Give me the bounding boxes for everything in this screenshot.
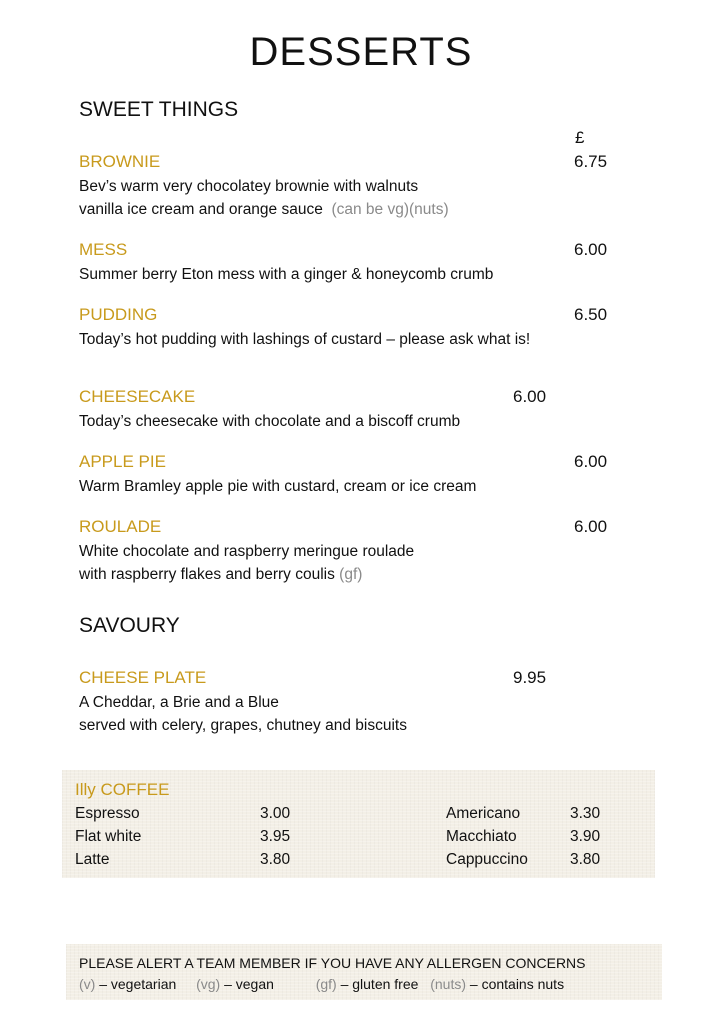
coffee-item-name: Americano (446, 805, 521, 822)
menu-item-name: ROULADE (79, 517, 162, 536)
allergen-label: – gluten free (340, 976, 419, 992)
menu-item-price: 6.75 (574, 152, 608, 171)
menu-item-name: PUDDING (79, 305, 158, 324)
description-line: Summer berry Eton mess with a ginger & honeycomb crumb (79, 266, 494, 283)
allergen-alert: PLEASE ALERT A TEAM MEMBER IF YOU HAVE ANY ALLERGEN CONCERNS (79, 955, 586, 971)
menu-item-price: 6.00 (574, 240, 608, 259)
description-line: served with celery, grapes, chutney and biscuits (79, 717, 407, 734)
dietary-note: (gf) (339, 566, 363, 583)
menu-item-name: CHEESECAKE (79, 387, 196, 406)
dietary-note: (can be vg)(nuts) (331, 201, 449, 218)
menu-item-description (79, 691, 407, 737)
section-heading-savoury: SAVOURY (79, 614, 180, 637)
menu-item-description (79, 328, 530, 351)
menu-item-description (79, 263, 493, 286)
menu-item-price: 6.00 (513, 387, 547, 406)
menu-item-description (79, 475, 476, 498)
allergen-code: (nuts) (430, 976, 466, 992)
allergen-label: – vegan (224, 976, 274, 992)
menu-item-name: APPLE PIE (79, 452, 166, 471)
menu-item-description (79, 540, 414, 586)
coffee-item-price: 3.80 (260, 851, 291, 868)
menu-item-name: MESS (79, 240, 128, 259)
description-line: White chocolate and raspberry meringue roulade (79, 543, 415, 560)
coffee-item-name: Latte (75, 851, 110, 868)
allergen-label: – contains nuts (469, 976, 565, 992)
coffee-item-name: Cappuccino (446, 851, 528, 868)
coffee-item-price: 3.95 (260, 828, 291, 845)
coffee-item-price: 3.30 (570, 805, 601, 822)
allergen-code: (gf) (315, 976, 337, 992)
coffee-item-name: Flat white (75, 828, 142, 845)
description-line: Warm Bramley apple pie with custard, cream or ice cream (79, 478, 477, 495)
coffee-panel (62, 770, 655, 878)
coffee-item-price: 3.00 (260, 805, 291, 822)
menu-item-name: CHEESE PLATE (79, 668, 207, 687)
menu-item-name: BROWNIE (79, 152, 161, 171)
allergen-code: (v) (79, 976, 96, 992)
description-line: A Cheddar, a Brie and a Blue (79, 694, 279, 711)
coffee-item-name: Espresso (75, 805, 140, 822)
description-text: vanilla ice cream and orange sauce (79, 201, 323, 218)
coffee-title: Illy COFFEE (75, 780, 170, 799)
section-heading-sweet: SWEET THINGS (79, 98, 239, 121)
description-line: Today’s cheesecake with chocolate and a biscoff crumb (79, 413, 461, 430)
description-line: Bev’s warm very chocolatey brownie with walnuts (79, 178, 419, 195)
page-title: DESSERTS (249, 30, 473, 74)
menu-item-description (79, 410, 460, 433)
menu-item-description (79, 175, 449, 221)
description-line (79, 198, 449, 221)
allergen-legend (79, 976, 564, 992)
menu-item-price: 6.00 (574, 517, 608, 536)
allergen-code: (vg) (196, 976, 221, 992)
allergen-label: – vegetarian (99, 976, 177, 992)
description-text: with raspberry flakes and berry coulis (79, 566, 335, 583)
currency-symbol: £ (575, 128, 585, 147)
description-line: Today’s hot pudding with lashings of custard – please ask what is! (79, 331, 531, 348)
menu-item-price: 6.50 (574, 305, 608, 324)
menu-item-price: 9.95 (513, 668, 547, 687)
description-line (79, 563, 414, 586)
allergen-panel (66, 944, 662, 1000)
menu-item-price: 6.00 (574, 452, 608, 471)
coffee-item-price: 3.90 (570, 828, 601, 845)
coffee-item-name: Macchiato (446, 828, 517, 845)
coffee-item-price: 3.80 (570, 851, 601, 868)
